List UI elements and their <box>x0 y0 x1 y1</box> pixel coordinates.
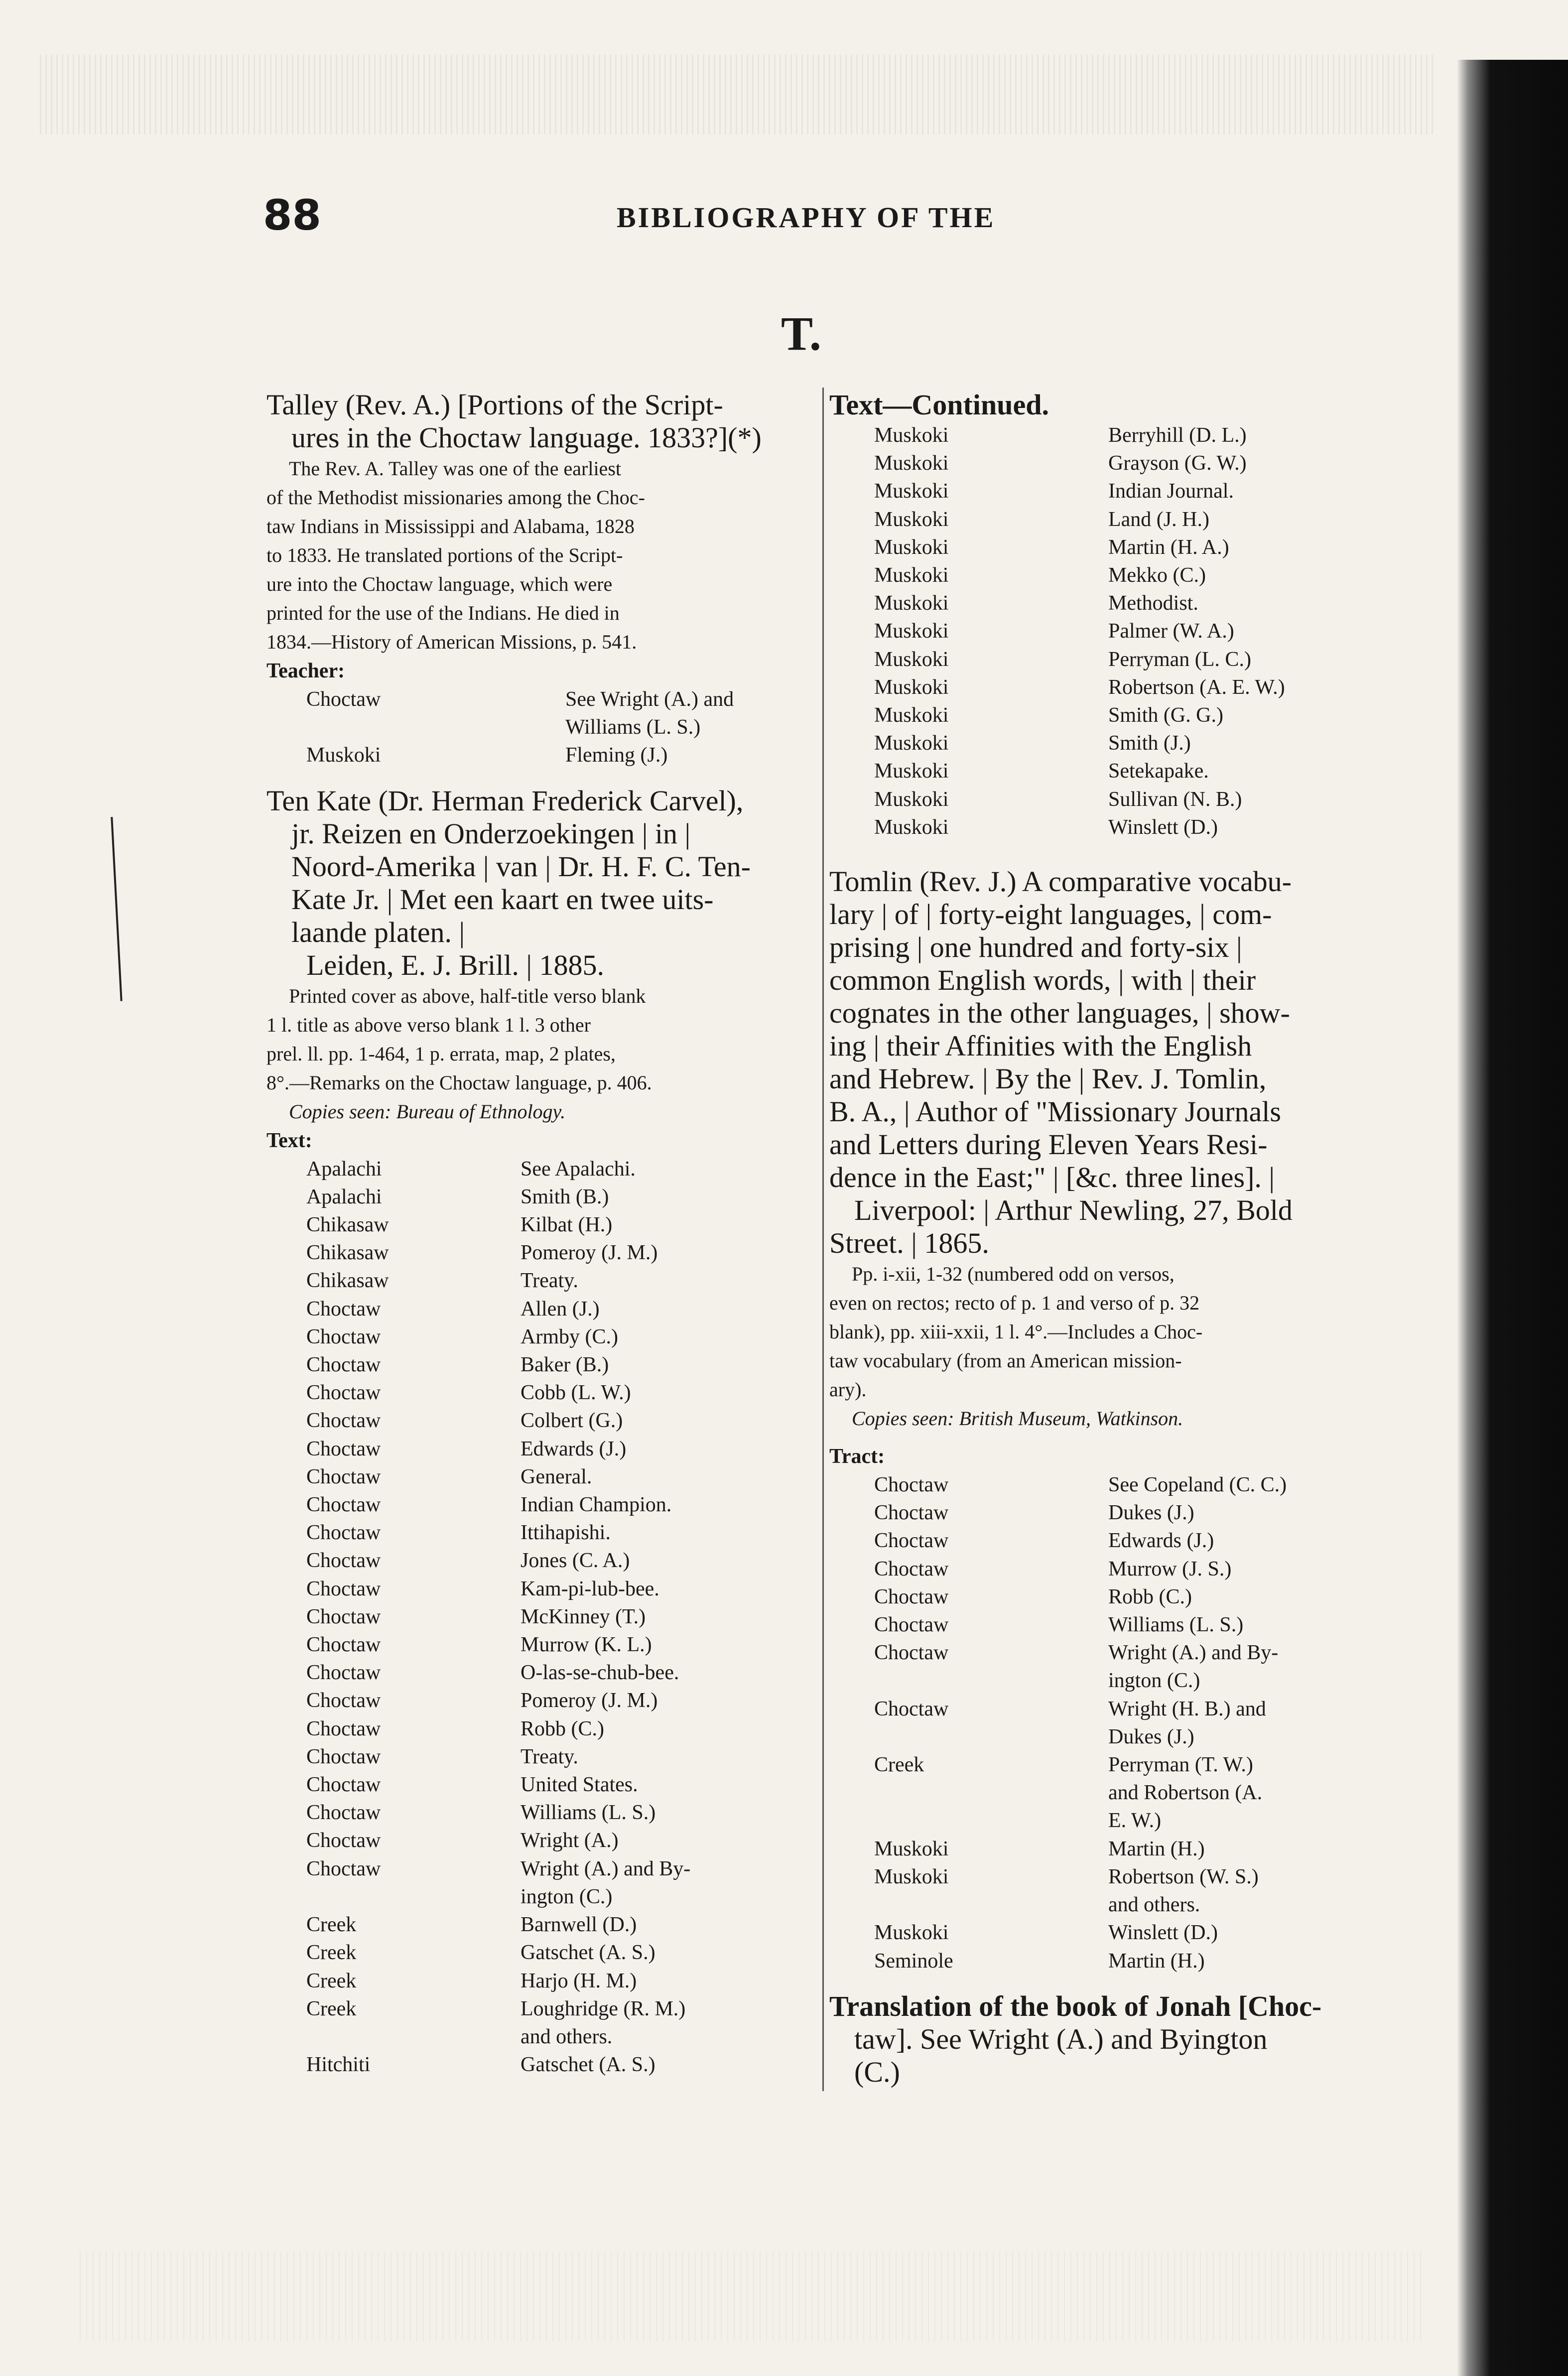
list-item <box>829 1891 1375 1919</box>
cross-reference: Barnwell (D.) <box>521 1913 637 1937</box>
cross-reference: and others. <box>1108 1893 1200 1917</box>
list-item <box>266 1379 809 1407</box>
list-item <box>829 1779 1375 1807</box>
cross-reference: Robertson (A. E. W.) <box>1108 675 1285 699</box>
list-item <box>266 2051 809 2079</box>
cross-reference: United States. <box>521 1773 638 1797</box>
tomlin-line-2: lary | of | forty-eight languages, | com- <box>829 898 1272 931</box>
talley-teacher-row: Williams (L. S.) <box>565 716 701 739</box>
language-name: Choctaw <box>874 1557 949 1581</box>
list-item <box>266 1211 809 1239</box>
cross-reference: Wright (A.) and By- <box>521 1857 691 1880</box>
cross-reference: Dukes (J.) <box>1108 1501 1194 1525</box>
cross-reference: Martin (H.) <box>1108 1949 1205 1973</box>
language-name <box>266 1883 521 1911</box>
language-name: Choctaw <box>306 1745 381 1768</box>
cross-reference: Wright (H. B.) and <box>1108 1697 1266 1720</box>
list-item <box>266 1239 809 1267</box>
list-item <box>266 1967 809 1995</box>
language-name: Muskoki <box>874 732 949 755</box>
tenkate-text-label: Text: <box>266 1129 312 1152</box>
section-letter: T. <box>781 307 821 360</box>
cross-reference: ington (C.) <box>1108 1669 1200 1693</box>
cross-reference: O-las-se-chub-bee. <box>521 1661 679 1685</box>
language-name: Muskoki <box>874 788 949 811</box>
language-name: Muskoki <box>874 704 949 727</box>
tomlin-line-8: B. A., | Author of "Missionary Journals <box>829 1095 1281 1128</box>
language-name: Creek <box>306 1997 357 2020</box>
language-name: Choctaw <box>306 1661 381 1685</box>
language-name: Choctaw <box>306 1605 381 1628</box>
scan-noise-top <box>40 55 1435 134</box>
running-head: BIBLIOGRAPHY OF THE <box>617 201 996 234</box>
list-item <box>266 1939 809 1967</box>
list-item <box>829 1611 1375 1639</box>
tenkate-note-3: prel. ll. pp. 1-464, 1 p. errata, map, 2 plates, <box>266 1042 616 1065</box>
list-item <box>829 813 1375 841</box>
translation-line-1: Translation of the book of Jonah [Choc- <box>829 1989 1322 2022</box>
list-item <box>266 1659 809 1687</box>
language-name: Muskoki <box>874 508 949 531</box>
talley-note-3: taw Indians in Mississippi and Alabama, 1828 <box>266 515 635 537</box>
language-name: Creek <box>306 1913 357 1937</box>
cross-reference: Perryman (L. C.) <box>1108 648 1251 671</box>
list-item <box>266 1799 809 1827</box>
list-item <box>829 421 1375 449</box>
language-name: Apalachi <box>306 1185 382 1208</box>
language-name <box>829 1779 1108 1807</box>
tenkate-line-4: Kate Jr. | Met een kaart en twee uits- <box>291 883 714 916</box>
language-name: Choctaw <box>306 1409 381 1433</box>
language-name: Creek <box>874 1753 924 1777</box>
tomlin-line-10: dence in the East;" | [&c. three lines]. | <box>829 1161 1275 1194</box>
list-item <box>266 1575 809 1603</box>
cross-reference: General. <box>521 1465 592 1488</box>
list-item <box>266 1631 809 1659</box>
list-item <box>829 1667 1375 1695</box>
list-item <box>829 757 1375 785</box>
language-name: Muskoki <box>874 452 949 475</box>
cross-reference: Edwards (J.) <box>521 1437 627 1460</box>
list-item <box>266 1491 809 1519</box>
language-name: Muskoki <box>874 592 949 615</box>
language-name: Muskoki <box>874 815 949 839</box>
list-item <box>829 1751 1375 1779</box>
language-name: Choctaw <box>306 1773 381 1797</box>
cross-reference: Pomeroy (J. M.) <box>521 1689 658 1713</box>
list-item <box>266 1267 809 1295</box>
entry-ten-kate <box>266 785 809 2079</box>
language-name: Creek <box>306 1969 357 1992</box>
list-item <box>266 1323 809 1351</box>
list-item <box>829 449 1375 477</box>
list-item <box>266 1547 809 1575</box>
list-item <box>266 1351 809 1379</box>
entry-talley <box>266 389 809 770</box>
tomlin-line-5: cognates in the other languages, | show- <box>829 997 1290 1030</box>
cross-reference: and Robertson (A. <box>1108 1781 1263 1805</box>
language-name: Muskoki <box>874 564 949 587</box>
cross-reference: Robertson (W. S.) <box>1108 1865 1259 1888</box>
tomlin-tract-list <box>829 1471 1375 1975</box>
tenkate-text-list <box>266 1155 809 2079</box>
list-item <box>829 533 1375 561</box>
list-item <box>266 1827 809 1854</box>
list-item <box>829 646 1375 673</box>
talley-heading-1: Talley (Rev. A.) [Portions of the Script- <box>266 389 723 421</box>
language-name: Choctaw <box>306 1857 381 1880</box>
language-name: Choctaw <box>306 1829 381 1852</box>
list-item <box>829 786 1375 813</box>
cross-reference: Setekapake. <box>1108 760 1209 783</box>
language-name <box>829 1891 1108 1919</box>
entry-tomlin <box>829 865 1375 1975</box>
right-column <box>829 389 1375 2089</box>
cross-reference: Colbert (G.) <box>521 1409 623 1433</box>
cross-reference: Martin (H.) <box>1108 1837 1205 1860</box>
language-name: Choctaw <box>874 1641 949 1665</box>
cross-reference: Winslett (D.) <box>1108 815 1218 839</box>
cross-reference: Baker (B.) <box>521 1353 609 1377</box>
tenkate-line-6: Leiden, E. J. Brill. | 1885. <box>306 948 604 981</box>
tenkate-note-2: 1 l. title as above verso blank 1 l. 3 other <box>266 1013 591 1036</box>
cross-reference: Winslett (D.) <box>1108 1921 1218 1945</box>
talley-note-2: of the Methodist missionaries among the Choc- <box>266 486 645 509</box>
tomlin-line-7: and Hebrew. | By the | Rev. J. Tomlin, <box>829 1062 1267 1095</box>
language-name: Choctaw <box>874 1473 949 1497</box>
cross-reference: See Apalachi. <box>521 1157 636 1181</box>
language-name: Chikasaw <box>306 1213 389 1237</box>
cross-reference: Cobb (L. W.) <box>521 1381 631 1405</box>
language-name: Muskoki <box>874 620 949 643</box>
tomlin-note-2: even on rectos; recto of p. 1 and verso of p. 32 <box>829 1292 1200 1315</box>
list-item <box>829 1723 1375 1751</box>
tomlin-note-5: ary). <box>829 1378 867 1401</box>
list-item <box>266 1883 809 1911</box>
list-item <box>829 589 1375 617</box>
tomlin-line-12: Street. | 1865. <box>829 1227 989 1260</box>
tomlin-line-9: and Letters during Eleven Years Resi- <box>829 1128 1268 1161</box>
cross-reference: Williams (L. S.) <box>521 1801 656 1825</box>
talley-teacher-row: Muskoki Fleming (J.) <box>306 744 668 767</box>
cross-reference: Smith (J.) <box>1108 732 1191 755</box>
list-item <box>829 1919 1375 1947</box>
tenkate-line-2: jr. Reizen en Onderzoekingen | in | <box>291 817 691 850</box>
cross-reference: Robb (C.) <box>521 1717 604 1740</box>
language-name: Muskoki <box>874 480 949 503</box>
list-item <box>829 1527 1375 1555</box>
cross-reference: McKinney (T.) <box>521 1605 646 1628</box>
cross-reference: Land (J. H.) <box>1108 508 1209 531</box>
list-item <box>829 673 1375 701</box>
language-name: Choctaw <box>306 1381 381 1405</box>
cross-reference: Jones (C. A.) <box>521 1549 630 1573</box>
tomlin-note-1: Pp. i-xii, 1-32 (numbered odd on versos, <box>852 1263 1175 1286</box>
language-name: Choctaw <box>306 1577 381 1600</box>
language-name: Choctaw <box>874 1697 949 1720</box>
cross-reference: Allen (J.) <box>521 1297 600 1320</box>
language-name: Choctaw <box>306 1437 381 1460</box>
tenkate-note-1: Printed cover as above, half-title verso blank <box>289 984 646 1007</box>
language-name: Seminole <box>874 1949 953 1973</box>
language-name: Chikasaw <box>306 1269 389 1293</box>
translation-line-2: taw]. See Wright (A.) and Byington <box>854 2022 1268 2055</box>
list-item <box>829 1695 1375 1723</box>
cross-reference: E. W.) <box>1108 1809 1162 1833</box>
list-item <box>829 506 1375 533</box>
cross-reference: Wright (A.) and By- <box>1108 1641 1279 1665</box>
translation-line-3: (C.) <box>854 2055 900 2088</box>
list-item <box>829 1947 1375 1975</box>
language-name <box>829 1807 1108 1835</box>
cross-reference: Kam-pi-lub-bee. <box>521 1577 659 1600</box>
list-item <box>829 617 1375 645</box>
list-item <box>266 1183 809 1211</box>
language-name <box>829 1667 1108 1695</box>
tomlin-line-11: Liverpool: | Arthur Newling, 27, Bold <box>854 1194 1293 1227</box>
cross-reference: Gatschet (A. S.) <box>521 2053 655 2077</box>
cross-reference: Gatschet (A. S.) <box>521 1941 655 1965</box>
cross-reference: Loughridge (R. M.) <box>521 1997 686 2020</box>
list-item <box>829 1807 1375 1835</box>
text-continued-list <box>829 421 1375 841</box>
cross-reference: Smith (G. G.) <box>1108 704 1223 727</box>
cross-reference: Wright (A.) <box>521 1829 619 1852</box>
language-name: Choctaw <box>306 1689 381 1713</box>
language-name: Muskoki <box>874 760 949 783</box>
list-item <box>266 1407 809 1435</box>
list-item <box>266 1855 809 1883</box>
cross-reference: and others. <box>521 2025 613 2048</box>
language-name: Muskoki <box>874 648 949 671</box>
tenkate-copies: Copies seen: Bureau of Ethnology. <box>289 1100 566 1123</box>
language-name: Chikasaw <box>306 1241 389 1265</box>
list-item <box>829 701 1375 729</box>
cross-reference: Palmer (W. A.) <box>1108 620 1234 643</box>
list-item <box>266 1771 809 1799</box>
cross-reference: Dukes (J.) <box>1108 1725 1194 1748</box>
cross-reference: See Copeland (C. C.) <box>1108 1473 1287 1497</box>
list-item <box>266 1463 809 1491</box>
tomlin-line-1: Tomlin (Rev. J.) A comparative vocabu- <box>829 865 1292 898</box>
language-name: Choctaw <box>306 1521 381 1545</box>
language-name: Apalachi <box>306 1157 382 1181</box>
language-name: Muskoki <box>874 424 949 447</box>
tenkate-line-5: laande platen. | <box>291 916 465 948</box>
cross-reference: Berryhill (D. L.) <box>1108 424 1247 447</box>
tomlin-note-4: taw vocabulary (from an American mission- <box>829 1349 1182 1372</box>
talley-note-7: 1834.—History of American Missions, p. 541. <box>266 631 637 653</box>
talley-note-1: The Rev. A. Talley was one of the earliest <box>289 457 621 480</box>
list-item <box>266 1715 809 1743</box>
language-name: Choctaw <box>874 1585 949 1608</box>
cross-reference: ington (C.) <box>521 1885 613 1908</box>
list-item <box>266 1911 809 1939</box>
cross-reference: Indian Champion. <box>521 1493 672 1517</box>
language-name: Choctaw <box>874 1613 949 1637</box>
talley-note-5: ure into the Choctaw language, which were <box>266 573 613 595</box>
entry-translation <box>829 1990 1375 2089</box>
left-column <box>266 389 809 2079</box>
scan-noise-bottom <box>80 2251 1425 2341</box>
cross-reference: Williams (L. S.) <box>1108 1613 1244 1637</box>
talley-teacher-label: Teacher: <box>266 660 345 682</box>
cross-reference: Sullivan (N. B.) <box>1108 788 1242 811</box>
language-name: Muskoki <box>874 1921 949 1945</box>
cross-reference: Edwards (J.) <box>1108 1529 1214 1553</box>
language-name: Choctaw <box>306 1297 381 1320</box>
cross-reference: Methodist. <box>1108 592 1198 615</box>
language-name: Choctaw <box>306 1465 381 1488</box>
list-item <box>829 1471 1375 1499</box>
list-item <box>266 1743 809 1771</box>
tenkate-line-3: Noord-Amerika | van | Dr. H. F. C. Ten- <box>291 850 751 883</box>
list-item <box>266 1155 809 1183</box>
language-name: Muskoki <box>874 1865 949 1888</box>
cross-reference: Treaty. <box>521 1745 578 1768</box>
page-number: 88 <box>263 191 321 240</box>
list-item <box>829 1583 1375 1611</box>
language-name: Choctaw <box>874 1529 949 1553</box>
list-item <box>266 1995 809 2023</box>
list-item <box>829 561 1375 589</box>
list-item <box>829 1639 1375 1667</box>
list-item <box>266 1295 809 1323</box>
language-name: Muskoki <box>874 675 949 699</box>
cross-reference: Martin (H. A.) <box>1108 535 1229 559</box>
language-name: Muskoki <box>874 1837 949 1860</box>
column-divider <box>822 388 824 2091</box>
tenkate-line-1: Ten Kate (Dr. Herman Frederick Carvel), <box>266 784 744 817</box>
cross-reference: Mekko (C.) <box>1108 564 1206 587</box>
cross-reference: Murrow (J. S.) <box>1108 1557 1232 1581</box>
margin-pencil-mark <box>111 817 122 1001</box>
cross-reference: Indian Journal. <box>1108 480 1234 503</box>
talley-note-6: printed for the use of the Indians. He died in <box>266 602 620 624</box>
language-name: Choctaw <box>306 1549 381 1573</box>
list-item <box>829 1863 1375 1891</box>
list-item <box>829 1835 1375 1863</box>
text-continued-heading: Text—Continued. <box>829 389 1049 421</box>
cross-reference: Ittihapishi. <box>521 1521 611 1545</box>
tenkate-note-4: 8°.—Remarks on the Choctaw language, p. 406. <box>266 1071 652 1094</box>
tomlin-line-3: prising | one hundred and forty-six | <box>829 931 1242 964</box>
language-name: Choctaw <box>306 1717 381 1740</box>
talley-note-4: to 1833. He translated portions of the Script- <box>266 544 623 566</box>
cross-reference: Smith (B.) <box>521 1185 609 1208</box>
cross-reference: Perryman (T. W.) <box>1108 1753 1253 1777</box>
list-item <box>266 1435 809 1463</box>
list-item <box>829 729 1375 757</box>
list-item <box>829 477 1375 505</box>
language-name: Choctaw <box>306 1353 381 1377</box>
language-name <box>266 2023 521 2051</box>
cross-reference: Pomeroy (J. M.) <box>521 1241 658 1265</box>
cross-reference: Harjo (H. M.) <box>521 1969 637 1992</box>
language-name <box>829 1723 1108 1751</box>
tomlin-tract-label: Tract: <box>829 1445 885 1468</box>
list-item <box>266 1687 809 1715</box>
cross-reference: Grayson (G. W.) <box>1108 452 1247 475</box>
list-item <box>266 1603 809 1631</box>
list-item <box>266 2023 809 2051</box>
tomlin-copies: Copies seen: British Museum, Watkinson. <box>852 1407 1183 1430</box>
cross-reference: Treaty. <box>521 1269 578 1293</box>
language-name: Muskoki <box>874 535 949 559</box>
list-item <box>829 1499 1375 1527</box>
tomlin-line-4: common English words, | with | their <box>829 964 1256 997</box>
scan-binding-edge <box>1457 60 1568 2376</box>
talley-heading-2: ures in the Choctaw language. 1833?](*) <box>291 421 762 454</box>
talley-teacher-row: Choctaw See Wright (A.) and <box>306 688 734 711</box>
language-name: Choctaw <box>306 1801 381 1825</box>
cross-reference: Armby (C.) <box>521 1325 618 1348</box>
tomlin-line-6: ing | their Affinities with the English <box>829 1030 1252 1062</box>
cross-reference: Robb (C.) <box>1108 1585 1192 1608</box>
language-name: Hitchiti <box>306 2053 371 2077</box>
cross-reference: Kilbat (H.) <box>521 1213 613 1237</box>
language-name: Creek <box>306 1941 357 1965</box>
language-name: Choctaw <box>306 1493 381 1517</box>
tomlin-note-3: blank), pp. xiii-xxii, 1 l. 4°.—Includes a Choc- <box>829 1320 1203 1343</box>
list-item <box>266 1519 809 1547</box>
list-item <box>829 1555 1375 1583</box>
language-name: Choctaw <box>306 1325 381 1348</box>
language-name: Choctaw <box>306 1633 381 1657</box>
cross-reference: Murrow (K. L.) <box>521 1633 652 1657</box>
language-name: Choctaw <box>874 1501 949 1525</box>
